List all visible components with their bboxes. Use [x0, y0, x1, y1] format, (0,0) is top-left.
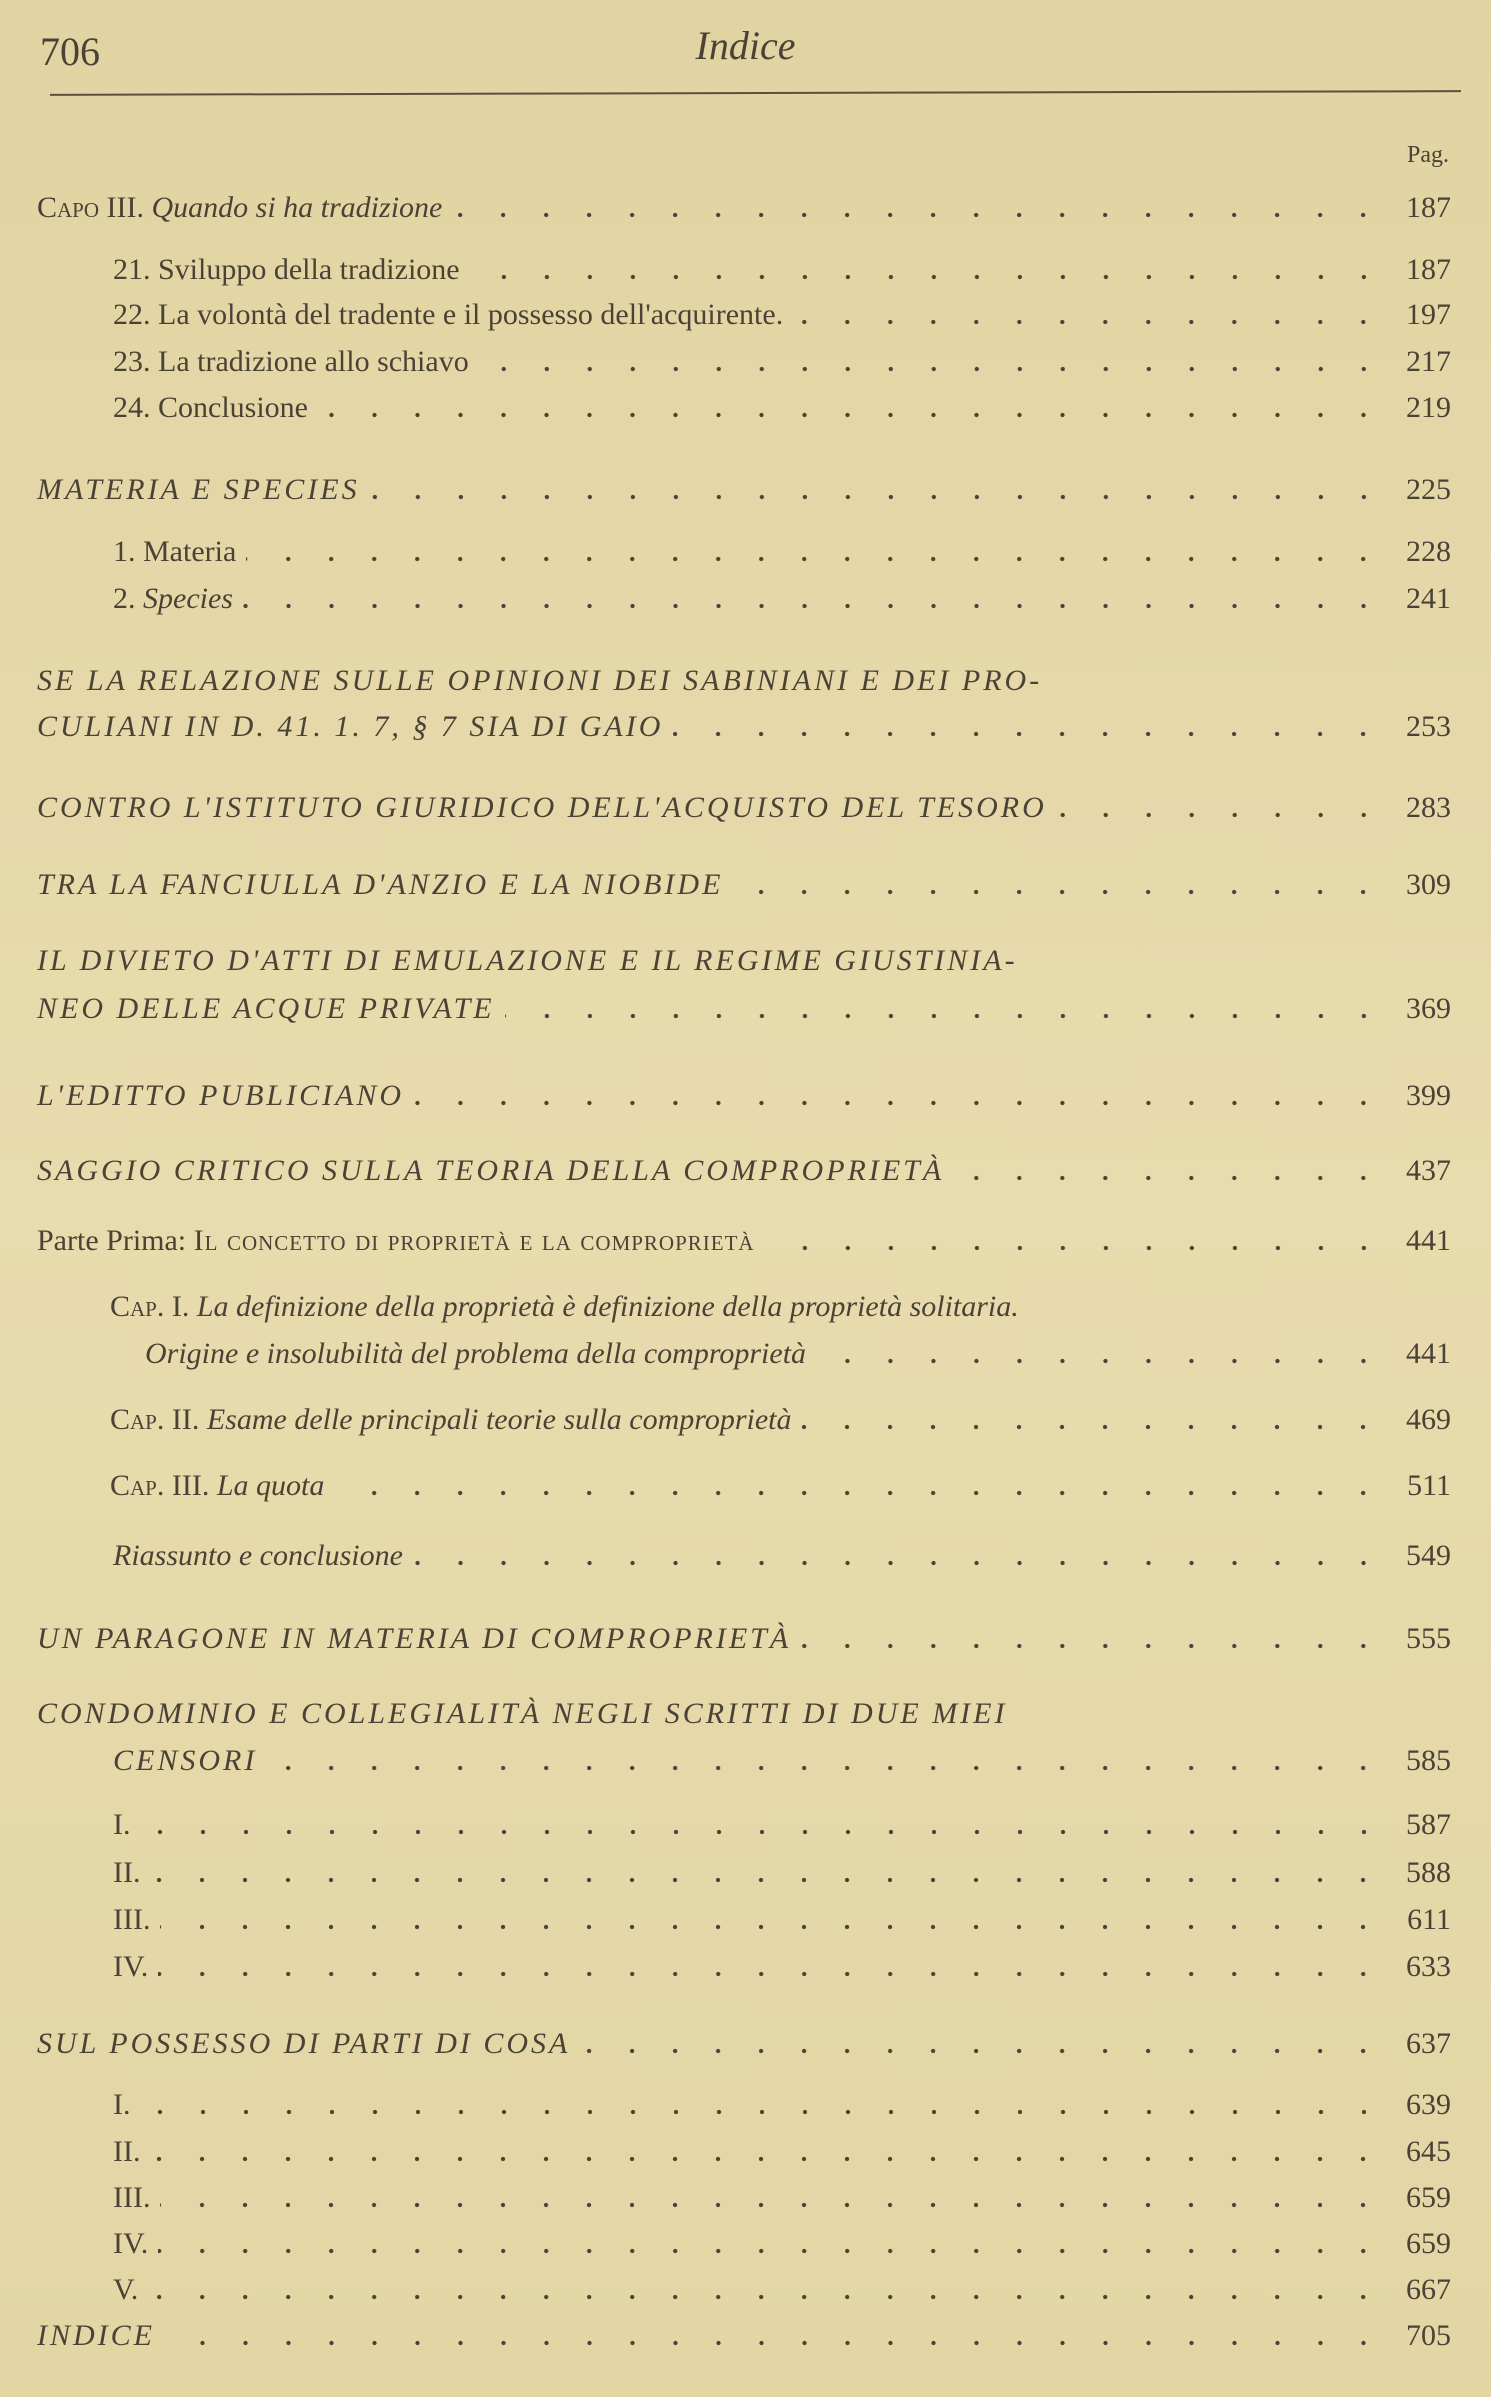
toc-entry	[113, 252, 1451, 288]
dot-leader	[1018, 1718, 1387, 1724]
entry-label	[37, 1153, 944, 1189]
entry-label	[37, 190, 442, 226]
entry-label	[37, 943, 1018, 979]
entry-title: Esame delle principali teorie sulla comproprietà	[206, 1403, 792, 1436]
entry-page: 549	[1406, 1539, 1451, 1572]
toc-entry	[110, 1289, 1396, 1325]
entry-title: SAGGIO CRITICO SULLA TEORIA DELLA COMPROPRIETÀ	[37, 1154, 945, 1187]
entry-page: 637	[1406, 2027, 1451, 2060]
entry-title: La definizione della proprietà è definizione della proprietà solitaria.	[196, 1290, 1019, 1323]
entry-label	[113, 1855, 140, 1891]
toc-entry	[37, 1621, 1451, 1657]
entry-page: 555	[1406, 1622, 1451, 1655]
entry-label	[145, 1336, 806, 1372]
entry-title: Sviluppo della tradizione	[158, 253, 460, 286]
entry-page: 219	[1406, 391, 1451, 424]
dot-leader	[505, 1013, 1385, 1019]
entry-label	[110, 1468, 324, 1504]
entry-prefix: II.	[113, 1856, 141, 1889]
entry-page: 225	[1406, 473, 1451, 506]
dot-leader	[141, 1829, 1386, 1835]
toc-entry	[145, 1336, 1451, 1372]
dot-leader	[954, 1175, 1385, 1181]
entry-prefix: IV.	[113, 2227, 149, 2260]
toc-entry	[110, 1402, 1451, 1438]
entry-label	[37, 790, 1047, 826]
entry-page: 659	[1406, 2181, 1451, 2214]
entry-page: 585	[1406, 1744, 1451, 1777]
entry-title: SE LA RELAZIONE SULLE OPINIONI DEI SABINIANI E DEI PRO-	[37, 664, 1043, 697]
entry-label	[113, 1743, 257, 1779]
toc-entry	[37, 2318, 1451, 2354]
toc-entry	[37, 709, 1451, 745]
entry-label	[37, 709, 663, 745]
dot-leader	[150, 1877, 1385, 1883]
entry-title: IL DIVIETO D'ATTI DI EMULAZIONE E IL REGIME GIUSTINIA-	[37, 944, 1018, 977]
entry-label	[113, 581, 233, 617]
running-head: Indice	[695, 23, 796, 68]
dot-leader	[479, 366, 1385, 372]
dot-leader	[1052, 685, 1386, 691]
entry-page: 399	[1406, 1079, 1451, 1112]
entry-title: Quando si ha tradizione	[151, 191, 443, 224]
toc-entry	[37, 943, 1396, 979]
entry-title: Materia	[143, 535, 237, 568]
dot-leader	[452, 212, 1385, 218]
entry-title: TRA LA FANCIULLA D'ANZIO E LA NIOBIDE	[37, 868, 724, 901]
entry-title: La volontà del tradente e il possesso dell'acquirente.	[158, 298, 784, 331]
toc-entry	[113, 1807, 1451, 1843]
entry-label	[113, 297, 783, 333]
entry-prefix: II.	[113, 2135, 141, 2168]
entry-prefix: Parte Prima:	[37, 1224, 187, 1257]
toc-entry	[113, 1902, 1451, 1938]
dot-leader	[801, 1424, 1385, 1430]
toc-entry	[113, 297, 1451, 333]
entry-label	[113, 2180, 150, 2216]
entry-label	[113, 1949, 148, 1985]
entry-page: 309	[1406, 868, 1451, 901]
dot-leader	[160, 1924, 1385, 1930]
toc-entry	[113, 2180, 1451, 2216]
entry-label	[113, 252, 460, 288]
entry-page: 588	[1406, 1856, 1451, 1889]
pag-label: Pag.	[1407, 142, 1449, 168]
entry-prefix: I.	[113, 1808, 131, 1841]
dot-leader	[801, 1643, 1385, 1649]
dot-leader	[414, 1100, 1385, 1106]
header-rule	[50, 90, 1461, 96]
entry-title: Riassunto e conclusione	[113, 1539, 403, 1572]
dot-leader	[334, 1490, 1385, 1496]
entry-label	[113, 1902, 150, 1938]
dot-leader	[165, 2340, 1385, 2346]
toc-entry	[113, 1855, 1451, 1891]
entry-prefix: 1.	[113, 535, 136, 568]
entry-label	[113, 1807, 131, 1843]
entry-page: 645	[1406, 2135, 1451, 2168]
entry-label	[37, 1621, 791, 1657]
toc-entry	[113, 1538, 1451, 1574]
entry-label	[37, 1078, 404, 1114]
toc-entry	[113, 1743, 1451, 1779]
entry-prefix: 22.	[113, 298, 151, 331]
toc-entry	[113, 534, 1451, 570]
entry-prefix: III.	[113, 1903, 151, 1936]
entry-page: 441	[1406, 1337, 1451, 1370]
dot-leader	[1029, 1311, 1386, 1317]
entry-page: 197	[1406, 298, 1451, 331]
dot-leader	[1028, 965, 1386, 971]
entry-label	[110, 1289, 1019, 1325]
entry-label	[37, 991, 495, 1027]
entry-label	[37, 2318, 155, 2354]
entry-page: 469	[1406, 1403, 1451, 1436]
entry-label	[37, 2026, 570, 2062]
toc-entry	[37, 472, 1451, 508]
entry-page: 187	[1406, 191, 1451, 224]
dot-leader	[765, 1245, 1385, 1251]
entry-page: 659	[1406, 2227, 1451, 2260]
entry-prefix: 24.	[113, 391, 151, 424]
entry-prefix: Cap. III.	[110, 1469, 210, 1502]
toc-entry	[37, 1223, 1451, 1259]
entry-label	[110, 1402, 791, 1438]
entry-label	[113, 2134, 140, 2170]
toc-entry	[37, 1078, 1451, 1114]
entry-label	[37, 663, 1042, 699]
dot-leader	[733, 889, 1385, 895]
entry-title: MATERIA E SPECIES	[37, 473, 360, 506]
entry-page: 639	[1406, 2088, 1451, 2121]
dot-leader	[816, 1358, 1385, 1364]
toc-entry	[37, 2026, 1451, 2062]
entry-prefix: 23.	[113, 345, 151, 378]
entry-title: INDICE	[37, 2319, 155, 2352]
toc-entry	[37, 867, 1451, 903]
toc-entry	[113, 581, 1451, 617]
dot-leader	[413, 1560, 1385, 1566]
entry-title: Il concetto di proprietà e la comproprietà	[193, 1224, 755, 1257]
entry-title: CONTRO L'ISTITUTO GIURIDICO DELL'ACQUISTO DEL TESORO	[37, 791, 1047, 824]
entry-page: 441	[1406, 1224, 1451, 1257]
toc-entry	[113, 2226, 1451, 2262]
entry-label	[37, 472, 360, 508]
entry-page: 253	[1406, 710, 1451, 743]
entry-title: CENSORI	[113, 1744, 258, 1777]
toc-entry	[113, 2087, 1451, 2123]
entry-page: 369	[1406, 992, 1451, 1025]
entry-title: Species	[143, 582, 233, 615]
entry-page: 587	[1406, 1808, 1451, 1841]
entry-prefix: I.	[113, 2088, 131, 2121]
entry-page: 633	[1406, 1950, 1451, 1983]
entry-label	[37, 867, 723, 903]
entry-page: 705	[1406, 2319, 1451, 2352]
entry-page: 217	[1406, 345, 1451, 378]
dot-leader	[160, 2202, 1385, 2208]
entry-title: Origine e insolubilità del problema della comproprietà	[145, 1337, 807, 1370]
entry-title: La tradizione allo schiavo	[158, 345, 469, 378]
entry-page: 611	[1407, 1903, 1451, 1936]
entry-title: La quota	[216, 1469, 325, 1502]
dot-leader	[158, 2248, 1385, 2254]
toc-entry	[113, 2272, 1451, 2308]
toc-entry	[37, 190, 1451, 226]
entry-prefix: Capo III.	[37, 191, 144, 224]
entry-title: Conclusione	[158, 391, 308, 424]
toc-entry	[37, 991, 1451, 1027]
dot-leader	[158, 1971, 1385, 1977]
toc-entry	[113, 2134, 1451, 2170]
dot-leader	[673, 731, 1385, 737]
entry-label	[113, 390, 308, 426]
dot-leader	[150, 2156, 1385, 2162]
entry-label	[113, 2272, 138, 2308]
entry-page: 187	[1406, 253, 1451, 286]
dot-leader	[1057, 812, 1385, 818]
toc-entry	[37, 1153, 1451, 1189]
entry-label	[113, 1538, 403, 1574]
toc-entry	[113, 390, 1451, 426]
page-number: 706	[40, 29, 100, 74]
toc-entry	[110, 1468, 1451, 1504]
entry-page: 511	[1407, 1469, 1451, 1502]
entry-prefix: 2.	[113, 582, 136, 615]
dot-leader	[370, 494, 1385, 500]
dot-leader	[141, 2109, 1386, 2115]
entry-label	[113, 534, 236, 570]
toc-entry	[113, 344, 1451, 380]
dot-leader	[246, 556, 1385, 562]
dot-leader	[318, 412, 1385, 418]
entry-label	[113, 344, 469, 380]
entry-label	[113, 2087, 131, 2123]
entry-title: CULIANI IN D. 41. 1. 7, § 7 SIA DI GAIO	[37, 710, 664, 743]
entry-prefix: Cap. II.	[110, 1403, 200, 1436]
dot-leader	[580, 2048, 1385, 2054]
entry-page: 437	[1406, 1154, 1451, 1187]
entry-title: SUL POSSESSO DI PARTI DI COSA	[37, 2027, 571, 2060]
entry-title: L'EDITTO PUBLICIANO	[37, 1079, 405, 1112]
entry-label	[113, 2226, 148, 2262]
entry-page: 667	[1406, 2273, 1451, 2306]
entry-label	[37, 1223, 755, 1259]
dot-leader	[470, 274, 1385, 280]
entry-page: 228	[1406, 535, 1451, 568]
toc-entry	[113, 1949, 1451, 1985]
dot-leader	[267, 1765, 1385, 1771]
dot-leader	[243, 603, 1385, 609]
dot-leader	[793, 319, 1385, 325]
entry-prefix: 21.	[113, 253, 151, 286]
entry-prefix: IV.	[113, 1950, 149, 1983]
entry-title: UN PARAGONE IN MATERIA DI COMPROPRIETÀ	[37, 1622, 792, 1655]
dot-leader	[148, 2294, 1385, 2300]
entry-prefix: V.	[113, 2273, 139, 2306]
entry-title: CONDOMINIO E COLLEGIALITÀ NEGLI SCRITTI DI DUE MIEI	[37, 1697, 1008, 1730]
entry-page: 283	[1406, 791, 1451, 824]
toc-entry	[37, 1696, 1396, 1732]
entry-page: 241	[1406, 582, 1451, 615]
entry-prefix: Cap. I.	[110, 1290, 190, 1323]
toc-entry	[37, 790, 1451, 826]
entry-label	[37, 1696, 1008, 1732]
toc-entry	[37, 663, 1396, 699]
entry-prefix: III.	[113, 2181, 151, 2214]
entry-title: NEO DELLE ACQUE PRIVATE	[37, 992, 495, 1025]
